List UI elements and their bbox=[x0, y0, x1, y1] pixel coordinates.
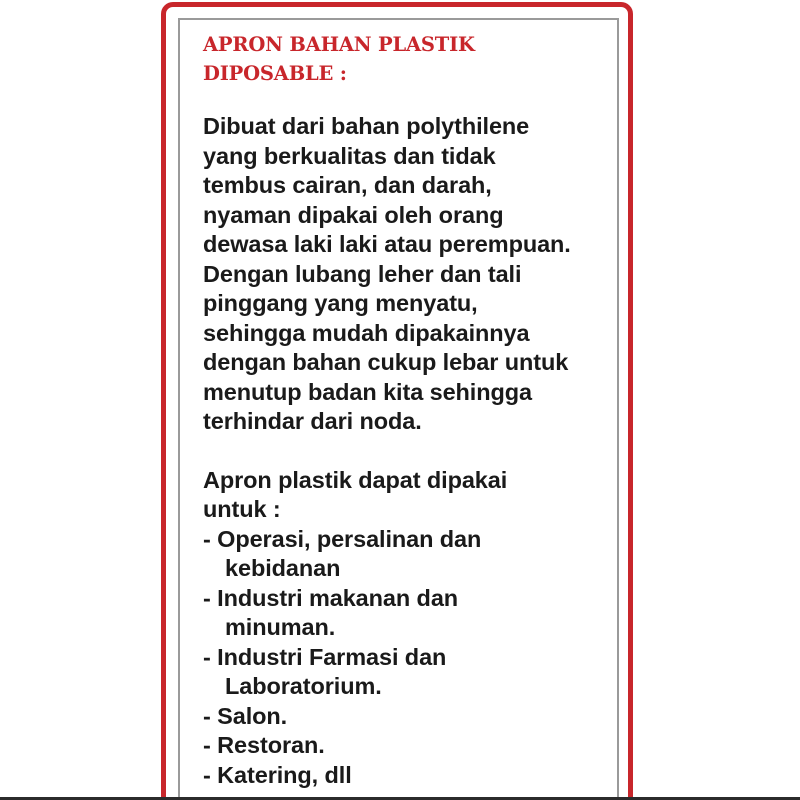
list-item-text: - Industri makanan dan bbox=[203, 584, 459, 611]
description-line: Dengan lubang leher dan tali bbox=[203, 260, 522, 287]
title-line-2: DIPOSABLE : bbox=[203, 62, 347, 85]
description-line: dewasa laki laki atau perempuan. bbox=[203, 231, 571, 257]
list-item bbox=[203, 731, 613, 761]
list-item bbox=[203, 643, 613, 702]
list-item-text: - Restoran. bbox=[203, 732, 325, 758]
description-line: terhindar dari noda. bbox=[203, 408, 422, 434]
list-item bbox=[203, 525, 613, 584]
list-item-continuation: Laboratorium. bbox=[225, 673, 382, 699]
usage-intro-line: untuk : bbox=[203, 496, 281, 522]
list-item-text: - Salon. bbox=[203, 702, 288, 729]
list-item-text: - Katering, dll bbox=[203, 761, 352, 788]
description-line: nyaman dipakai oleh orang bbox=[203, 201, 504, 228]
description-line: menutup badan kita sehingga bbox=[203, 378, 532, 405]
usage-intro-line: Apron plastik dapat dipakai bbox=[203, 466, 508, 493]
list-item-continuation: minuman. bbox=[225, 614, 336, 640]
description-line: sehingga mudah dipakainnya bbox=[203, 319, 530, 346]
list-item bbox=[203, 584, 613, 643]
list-item-continuation: kebidanan bbox=[225, 555, 341, 581]
page-title bbox=[203, 30, 613, 88]
list-item bbox=[203, 761, 613, 791]
title-line-1: APRON BAHAN PLASTIK bbox=[203, 33, 475, 56]
description-line: pinggang yang menyatu, bbox=[203, 290, 478, 316]
description-line: yang berkualitas dan tidak bbox=[203, 142, 496, 169]
description-line: tembus cairan, dan darah, bbox=[203, 172, 492, 198]
list-item-text: - Industri Farmasi dan bbox=[203, 643, 447, 670]
description-paragraph bbox=[203, 112, 613, 437]
usage-section bbox=[203, 466, 613, 791]
usage-list bbox=[203, 525, 613, 791]
content-panel bbox=[203, 30, 613, 790]
list-item-text: - Operasi, persalinan dan bbox=[203, 525, 482, 552]
list-item bbox=[203, 702, 613, 732]
description-line: dengan bahan cukup lebar untuk bbox=[203, 349, 569, 375]
description-line: Dibuat dari bahan polythilene bbox=[203, 113, 530, 139]
